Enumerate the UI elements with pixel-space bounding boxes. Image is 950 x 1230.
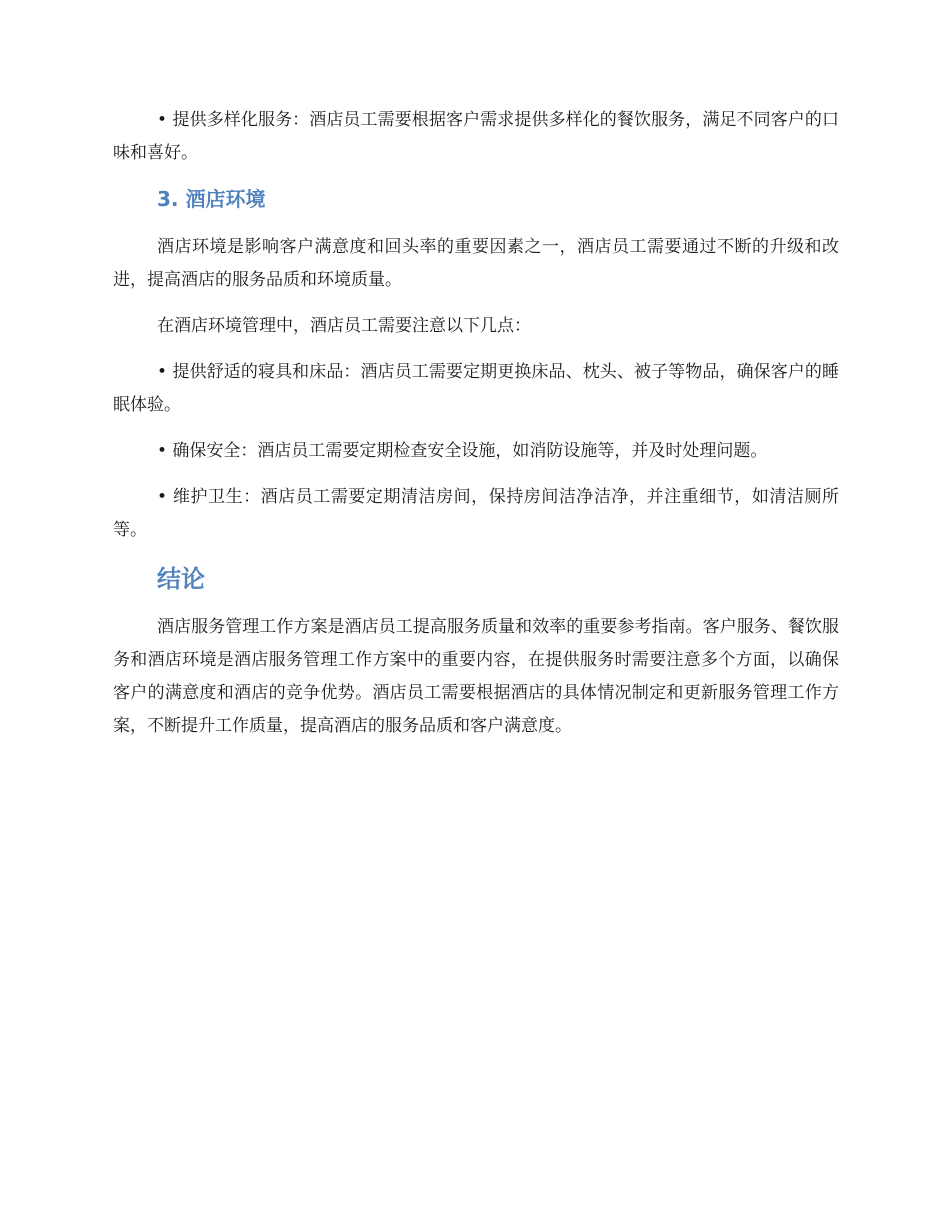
heading-conclusion: 结论 [157, 565, 205, 593]
bullet-hygiene: • 维护卫生：酒店员工需要定期清洁房间，保持房间洁净洁净，并注重细节，如清洁厕所等。 [113, 487, 839, 540]
bullet-safety: • 确保安全：酒店员工需要定期检查安全设施，如消防设施等，并及时处理问题。 [157, 441, 768, 461]
bullet-bedding: • 提供舒适的寝具和床品：酒店员工需要定期更换床品、枕头、被子等物品，确保客户的睡眠体验。 [113, 362, 839, 415]
environment-lead-paragraph: 在酒店环境管理中，酒店员工需要注意以下几点： [157, 316, 531, 336]
heading-hotel-environment: 3. 酒店环境 [157, 187, 266, 211]
environment-intro-paragraph: 酒店环境是影响客户满意度和回头率的重要因素之一，酒店员工需要通过不断的升级和改进，提高酒店的服务品质和环境质量。 [113, 237, 839, 290]
document-page [113, 104, 839, 743]
bullet-diversified-service: • 提供多样化服务：酒店员工需要根据客户需求提供多样化的餐饮服务，满足不同客户的口味和喜好。 [113, 110, 839, 163]
conclusion-paragraph: 酒店服务管理工作方案是酒店员工提高服务质量和效率的重要参考指南。客户服务、餐饮服务和酒店环境是酒店服务管理工作方案中的重要内容，在提供服务时需要注意多个方面，以确保客户的满意度和酒店的竞争优势。酒店员工需要根据酒店的具体情况制定和更新服务管理工作方案，不断提升工作质量，提高酒店的服务品质和客户满意度。 [113, 617, 839, 736]
